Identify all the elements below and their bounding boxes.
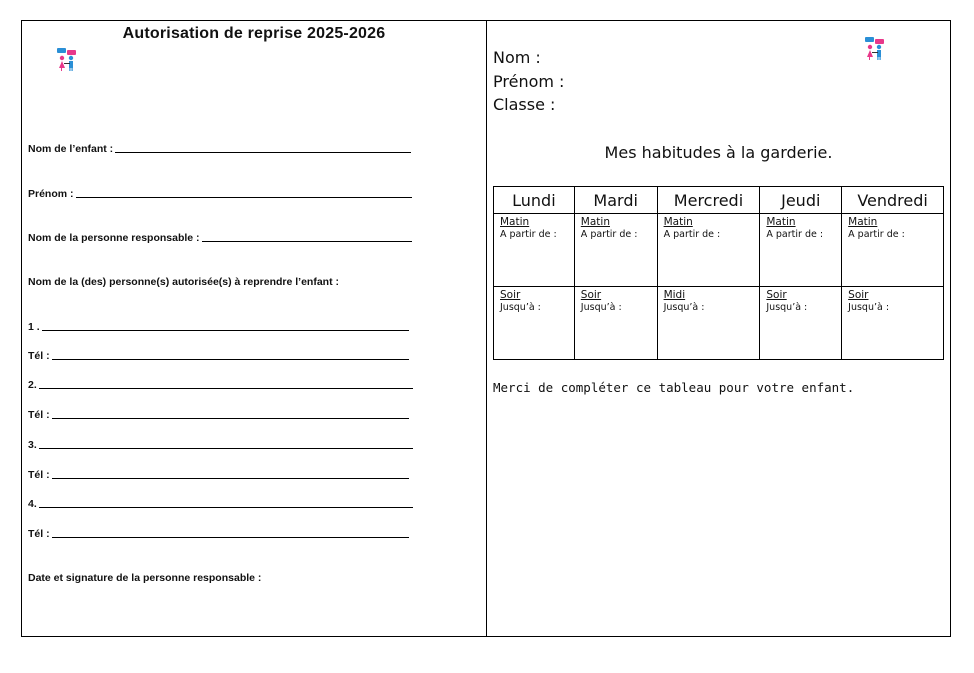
tel-1-field[interactable] bbox=[28, 350, 409, 362]
evening-label: Soir bbox=[580, 289, 602, 301]
morning-cell-lundi[interactable] bbox=[494, 214, 575, 287]
person-4-line[interactable] bbox=[39, 506, 413, 508]
morning-cell-mardi[interactable] bbox=[574, 214, 657, 287]
tel-4-field[interactable] bbox=[28, 528, 409, 540]
morning-cell-jeudi[interactable] bbox=[760, 214, 842, 287]
first-name-field[interactable] bbox=[28, 188, 412, 200]
from-label: A partir de : bbox=[500, 229, 557, 240]
authorization-panel bbox=[22, 21, 486, 636]
tel-4-line[interactable] bbox=[52, 536, 409, 538]
person-3-field[interactable] bbox=[28, 439, 413, 451]
morning-label: Matin bbox=[766, 216, 796, 228]
authorized-intro-label: Nom de la (des) personne(s) autorisée(s) à reprendre l’enfant : bbox=[28, 276, 339, 288]
table-header-row bbox=[494, 187, 944, 214]
from-label: A partir de : bbox=[663, 229, 721, 240]
children-chat-logo-icon bbox=[864, 36, 886, 62]
morning-cell-vendredi[interactable] bbox=[842, 214, 944, 287]
evening-label: Soir bbox=[766, 289, 787, 301]
noon-cell-mercredi[interactable] bbox=[657, 287, 760, 360]
evening-cell-vendredi[interactable] bbox=[842, 287, 944, 360]
person-4-field[interactable] bbox=[28, 498, 413, 510]
child-name-label: Nom de l’enfant : bbox=[28, 143, 114, 155]
table-row bbox=[494, 287, 944, 360]
day-header-lundi: Lundi bbox=[494, 187, 575, 214]
tel-3-field[interactable] bbox=[28, 469, 409, 481]
authorized-intro bbox=[28, 276, 339, 288]
morning-label: Matin bbox=[663, 216, 693, 228]
tel-2-field[interactable] bbox=[28, 409, 409, 421]
tel-1-line[interactable] bbox=[52, 358, 409, 360]
morning-cell-mercredi[interactable] bbox=[657, 214, 760, 287]
from-label: A partir de : bbox=[580, 229, 638, 240]
schedule-title: Mes habitudes à la garderie. bbox=[604, 143, 833, 162]
schedule-panel bbox=[487, 21, 950, 636]
noon-label: Midi bbox=[663, 289, 686, 301]
person-1-label: 1 . bbox=[28, 321, 40, 333]
tel-2-label: Tél : bbox=[28, 409, 50, 421]
table-row bbox=[494, 214, 944, 287]
responsible-label: Nom de la personne responsable : bbox=[28, 232, 200, 244]
person-3-line[interactable] bbox=[39, 447, 413, 449]
person-3-label: 3. bbox=[28, 439, 37, 451]
morning-label: Matin bbox=[500, 216, 530, 228]
child-name-field[interactable] bbox=[28, 143, 411, 155]
classe-label[interactable]: Classe : bbox=[493, 95, 556, 114]
until-label: Jusqu’à : bbox=[580, 302, 622, 313]
tel-2-line[interactable] bbox=[52, 417, 409, 419]
from-label: A partir de : bbox=[766, 229, 824, 240]
evening-cell-lundi[interactable] bbox=[494, 287, 575, 360]
completion-note: Merci de compléter ce tableau pour votre enfant. bbox=[493, 380, 855, 395]
person-1-field[interactable] bbox=[28, 321, 409, 333]
responsible-field[interactable] bbox=[28, 232, 412, 244]
tel-4-label: Tél : bbox=[28, 528, 50, 540]
until-label: Jusqu’à : bbox=[663, 302, 705, 313]
day-header-mercredi: Mercredi bbox=[657, 187, 760, 214]
person-1-line[interactable] bbox=[42, 329, 409, 331]
evening-cell-mardi[interactable] bbox=[574, 287, 657, 360]
first-name-label: Prénom : bbox=[28, 188, 74, 200]
nom-label[interactable]: Nom : bbox=[493, 48, 541, 67]
until-label: Jusqu’à : bbox=[500, 302, 541, 313]
evening-label: Soir bbox=[500, 289, 521, 301]
morning-label: Matin bbox=[848, 216, 878, 228]
children-chat-logo-icon bbox=[56, 47, 78, 73]
until-label: Jusqu’à : bbox=[766, 302, 808, 313]
person-2-field[interactable] bbox=[28, 379, 413, 391]
tel-1-label: Tél : bbox=[28, 350, 50, 362]
day-header-vendredi: Vendredi bbox=[842, 187, 944, 214]
person-2-line[interactable] bbox=[39, 387, 413, 389]
tel-3-line[interactable] bbox=[52, 477, 409, 479]
first-name-line[interactable] bbox=[76, 196, 412, 198]
responsible-line[interactable] bbox=[202, 240, 412, 242]
child-name-line[interactable] bbox=[115, 151, 411, 153]
evening-cell-jeudi[interactable] bbox=[760, 287, 842, 360]
form-title: Autorisation de reprise 2025-2026 bbox=[122, 25, 386, 42]
until-label: Jusqu’à : bbox=[848, 302, 890, 313]
schedule-table bbox=[493, 186, 944, 360]
prenom-label[interactable]: Prénom : bbox=[493, 72, 565, 91]
person-2-label: 2. bbox=[28, 379, 37, 391]
signature-label: Date et signature de la personne responsable : bbox=[28, 572, 262, 584]
person-4-label: 4. bbox=[28, 498, 37, 510]
day-header-mardi: Mardi bbox=[574, 187, 657, 214]
tel-3-label: Tél : bbox=[28, 469, 50, 481]
evening-label: Soir bbox=[848, 289, 869, 301]
day-header-jeudi: Jeudi bbox=[760, 187, 842, 214]
morning-label: Matin bbox=[580, 216, 610, 228]
signature-field[interactable] bbox=[28, 572, 261, 584]
from-label: A partir de : bbox=[848, 229, 905, 240]
